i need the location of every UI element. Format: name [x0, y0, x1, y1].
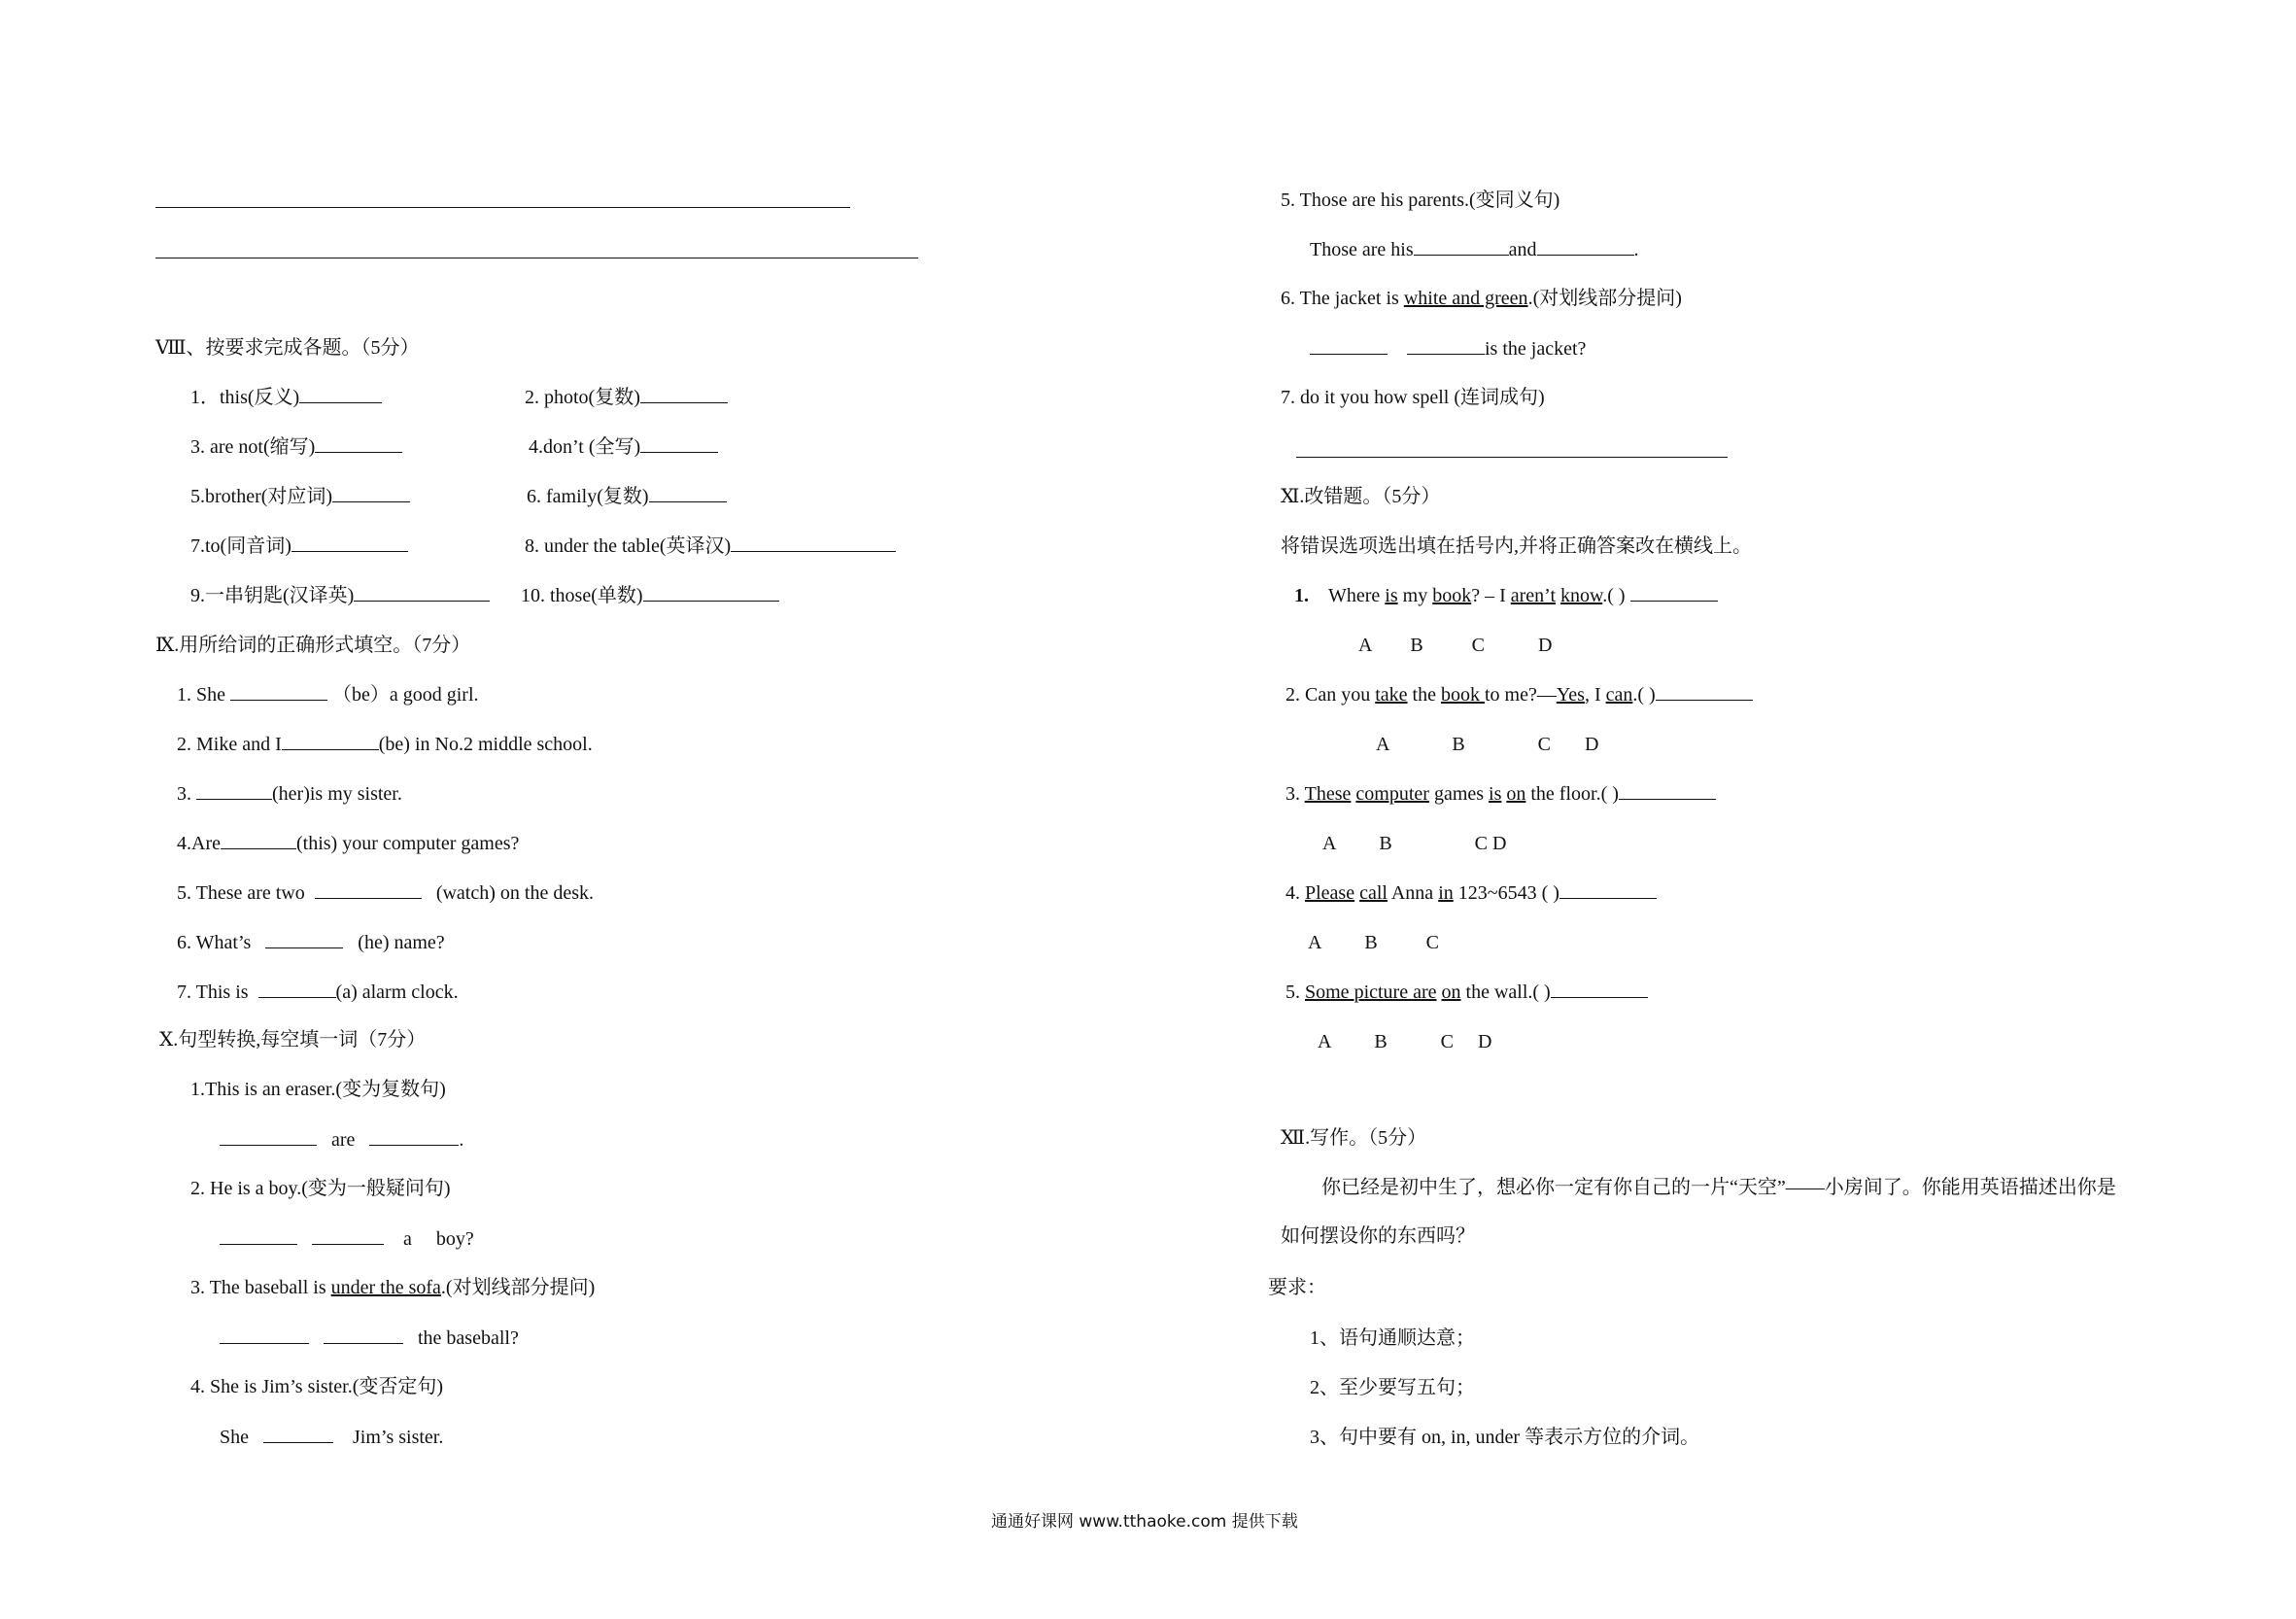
- error-item-5: [1285, 980, 1648, 1005]
- underlined-part: white and green: [1403, 288, 1528, 309]
- error-item-1-options: A B C D: [1358, 635, 1553, 656]
- answer-blank[interactable]: [220, 1326, 309, 1344]
- answer-blank[interactable]: [1551, 980, 1648, 998]
- underlined-part: picture: [1354, 982, 1414, 1003]
- s8-item-8: [525, 534, 896, 559]
- q-text: .( ): [1632, 684, 1656, 706]
- s10-q3: [190, 1275, 595, 1300]
- s9-item-7: [177, 980, 459, 1005]
- answer-blank[interactable]: [1559, 880, 1657, 899]
- s8-item-text: 8. under the table(英译汉): [525, 535, 732, 557]
- s10-text: boy?: [435, 1228, 474, 1250]
- s10-text: Jim’s sister.: [353, 1427, 444, 1448]
- s9-text: (watch) on the desk.: [435, 882, 594, 904]
- s8-item-text: 10. those(单数): [521, 585, 643, 606]
- q-text: 5.: [1285, 982, 1305, 1003]
- s8-item-7: [190, 534, 408, 559]
- answer-blank[interactable]: [220, 1226, 297, 1245]
- s9-text: (a) alarm clock.: [335, 982, 459, 1003]
- s9-text: 3.: [177, 783, 191, 805]
- s10-q4: 4. She is Jim’s sister.(变否定句): [190, 1376, 444, 1397]
- s8-item-2: [525, 385, 728, 410]
- underlined-part: can: [1605, 684, 1633, 706]
- answer-blank[interactable]: [332, 484, 410, 502]
- section-11-instructions: 将错误选项选出填在括号内,并将正确答案改在横线上。: [1281, 535, 1752, 557]
- underlined-part: book: [1432, 585, 1472, 606]
- s9-text: 6. What’s: [177, 932, 252, 953]
- answer-line: [1296, 457, 1728, 458]
- q-text: 123~6543 ( ): [1453, 882, 1559, 904]
- underlined-part: Yes: [1556, 684, 1585, 706]
- a6: [1310, 336, 1586, 362]
- s8-item-text: 4.don’t (全写): [529, 436, 641, 458]
- answer-blank[interactable]: [1310, 336, 1388, 355]
- underlined-part: know: [1560, 585, 1603, 606]
- s8-item-5: [190, 484, 410, 509]
- answer-blank[interactable]: [731, 534, 896, 552]
- answer-blank[interactable]: [315, 434, 402, 453]
- q-text: the: [1407, 684, 1441, 706]
- s10-text: She: [220, 1427, 249, 1448]
- underlined-part: aren’t: [1510, 585, 1557, 606]
- q-text: games: [1428, 783, 1490, 805]
- answer-blank[interactable]: [1656, 682, 1753, 701]
- underlined-part: in: [1438, 882, 1454, 904]
- s8-item-1: [190, 385, 382, 410]
- q6: [1281, 286, 1682, 311]
- s9-text: 1. She: [177, 684, 225, 706]
- section-11-title: Ⅺ.改错题。（5分）: [1281, 486, 1441, 507]
- footer-source: 通通好课网 www.tthaoke.com 提供下载: [991, 1512, 1298, 1532]
- answer-blank[interactable]: [1537, 237, 1634, 256]
- s10-text: .: [459, 1129, 464, 1151]
- s9-text: 2. Mike and I: [177, 734, 282, 755]
- s9-text: (he) name?: [358, 932, 445, 953]
- answer-blank[interactable]: [258, 980, 336, 998]
- underlined-part: under the sofa: [330, 1277, 441, 1298]
- error-item-3: [1285, 781, 1716, 807]
- q5: 5. Those are his parents.(变同义句): [1281, 189, 1560, 211]
- q-text: 2. Can you: [1285, 684, 1376, 706]
- error-item-4-options: A B C: [1308, 932, 1440, 953]
- underlined-part: book: [1440, 684, 1485, 706]
- answer-blank[interactable]: [1619, 781, 1716, 800]
- underlined-part: are: [1413, 982, 1437, 1003]
- s10-a4: [220, 1425, 443, 1450]
- error-item-3-options: A B C D: [1322, 833, 1507, 854]
- answer-blank[interactable]: [220, 1127, 317, 1146]
- answer-blank[interactable]: [299, 385, 382, 403]
- error-item-1: [1294, 583, 1718, 608]
- s9-text: 5. These are two: [177, 882, 305, 904]
- q-text: Anna: [1387, 882, 1439, 904]
- s9-text: 7. This is: [177, 982, 249, 1003]
- answer-blank[interactable]: [643, 583, 779, 602]
- q-text: to me?—: [1484, 684, 1557, 706]
- item-number: 1.: [1294, 585, 1309, 606]
- s9-item-6: [177, 930, 445, 955]
- q-text: is the jacket?: [1485, 338, 1587, 360]
- section-10-title: Ⅹ.句型转换,每空填一词（7分）: [159, 1029, 427, 1051]
- s8-item-10: [521, 583, 779, 608]
- q-text: the wall.( ): [1460, 982, 1551, 1003]
- underlined-part: call: [1359, 882, 1388, 904]
- s8-item-text: 7.to(同音词): [190, 535, 291, 557]
- q-text: 6. The jacket is: [1281, 288, 1404, 309]
- s10-a3: [220, 1326, 519, 1351]
- s10-text: are: [331, 1129, 356, 1151]
- error-item-4: [1285, 880, 1657, 906]
- s8-item-text: 1．this(反义): [190, 387, 300, 408]
- answer-blank[interactable]: [649, 484, 727, 502]
- underlined-part: computer: [1355, 783, 1429, 805]
- answer-blank[interactable]: [265, 930, 343, 948]
- q-text: .( ): [1602, 585, 1626, 606]
- q-text: Where: [1328, 585, 1386, 606]
- s10-text: 3. The baseball is: [190, 1277, 331, 1298]
- underlined-part: on: [1506, 783, 1526, 805]
- s8-item-text: 5.brother(对应词): [190, 486, 333, 507]
- answer-blank[interactable]: [221, 831, 296, 849]
- s9-text: (her)is my sister.: [272, 783, 402, 805]
- q-text: the floor.( ): [1525, 783, 1619, 805]
- answer-line: [155, 207, 850, 208]
- answer-blank[interactable]: [324, 1326, 403, 1344]
- q-text: my: [1397, 585, 1433, 606]
- section-12-title: Ⅻ.写作。（5分）: [1281, 1127, 1427, 1149]
- s9-item-2: [177, 732, 593, 757]
- s8-item-4: [529, 434, 718, 460]
- underlined-part: take: [1375, 684, 1408, 706]
- s9-text: (this) your computer games?: [295, 833, 520, 854]
- underlined-part: Please: [1305, 882, 1355, 904]
- s9-item-5: [177, 880, 594, 906]
- q7: 7. do it you how spell (连词成句): [1281, 387, 1545, 408]
- s10-a2: [220, 1226, 474, 1252]
- q-text: Those are his: [1310, 239, 1414, 260]
- a5: [1310, 237, 1639, 262]
- s10-text: .(对划线部分提问): [440, 1277, 596, 1298]
- answer-blank[interactable]: [312, 1226, 384, 1245]
- requirement-2: 2、至少要写五句；: [1310, 1377, 1475, 1398]
- s9-item-1: [177, 682, 479, 707]
- requirement-3: 3、句中要有 on, in, under 等表示方位的介词。: [1310, 1427, 1700, 1448]
- s10-text: a: [403, 1228, 412, 1250]
- s8-item-6: [527, 484, 727, 509]
- s9-text: 4.Are: [177, 833, 221, 854]
- q-text: .(对划线部分提问): [1527, 288, 1682, 309]
- s8-item-9: [190, 583, 490, 608]
- writing-prompt: 你已经是初中生了，想必你一定有你自己的一片“天空”——小房间了。你能用英语描述出你是如何摆设你的东西吗？: [1281, 1177, 2116, 1247]
- requirement-1: 1、语句通顺达意；: [1310, 1327, 1475, 1349]
- s9-text: （be）a good girl.: [332, 684, 479, 706]
- answer-blank[interactable]: [1414, 237, 1509, 256]
- answer-blank[interactable]: [263, 1425, 333, 1443]
- answer-blank[interactable]: [640, 385, 728, 403]
- q-text: 4.: [1285, 882, 1305, 904]
- answer-blank[interactable]: [230, 682, 327, 701]
- requirements-label: 要求：: [1268, 1277, 1326, 1298]
- section-9-title: Ⅸ.用所给词的正确形式填空。（7分）: [155, 635, 471, 656]
- s9-text: (be) in No.2 middle school.: [378, 734, 593, 755]
- answer-blank[interactable]: [369, 1127, 459, 1146]
- underlined-part: These: [1304, 783, 1352, 805]
- error-item-5-options: A B C D: [1318, 1031, 1492, 1052]
- underlined-part: is: [1385, 585, 1398, 606]
- answer-blank[interactable]: [354, 583, 490, 602]
- s8-item-text: 9.一串钥匙(汉译英): [190, 585, 355, 606]
- s10-q1: 1.This is an eraser.(变为复数句): [190, 1079, 446, 1100]
- s10-a1: [220, 1127, 463, 1153]
- error-item-2-options: A B C D: [1376, 734, 1599, 755]
- q-text: ? – I: [1471, 585, 1511, 606]
- error-item-2: [1285, 682, 1753, 707]
- s9-item-3: [177, 781, 402, 807]
- underlined-part: is: [1489, 783, 1502, 805]
- q-text: .: [1633, 239, 1639, 260]
- s8-item-text: 2. photo(复数): [525, 387, 640, 408]
- answer-blank[interactable]: [640, 434, 718, 453]
- underlined-part: on: [1441, 982, 1461, 1003]
- s9-item-4: [177, 831, 519, 856]
- answer-blank[interactable]: [196, 781, 272, 800]
- answer-blank[interactable]: [291, 534, 408, 552]
- s10-q2: 2. He is a boy.(变为一般疑问句): [190, 1178, 451, 1199]
- answer-blank[interactable]: [315, 880, 422, 899]
- s8-item-text: 6. family(复数): [527, 486, 649, 507]
- answer-blank[interactable]: [282, 732, 379, 750]
- q-text: , I: [1584, 684, 1606, 706]
- s8-item-3: [190, 434, 402, 460]
- s8-item-text: 3. are not(缩写): [190, 436, 316, 458]
- section-8-title: Ⅷ、按要求完成各题。（5分）: [155, 337, 420, 359]
- answer-blank[interactable]: [1630, 583, 1718, 602]
- q-text: and: [1508, 239, 1537, 260]
- s10-text: the baseball?: [418, 1327, 519, 1349]
- q-text: 3.: [1285, 783, 1305, 805]
- answer-blank[interactable]: [1407, 336, 1485, 355]
- underlined-part: Some: [1305, 982, 1354, 1003]
